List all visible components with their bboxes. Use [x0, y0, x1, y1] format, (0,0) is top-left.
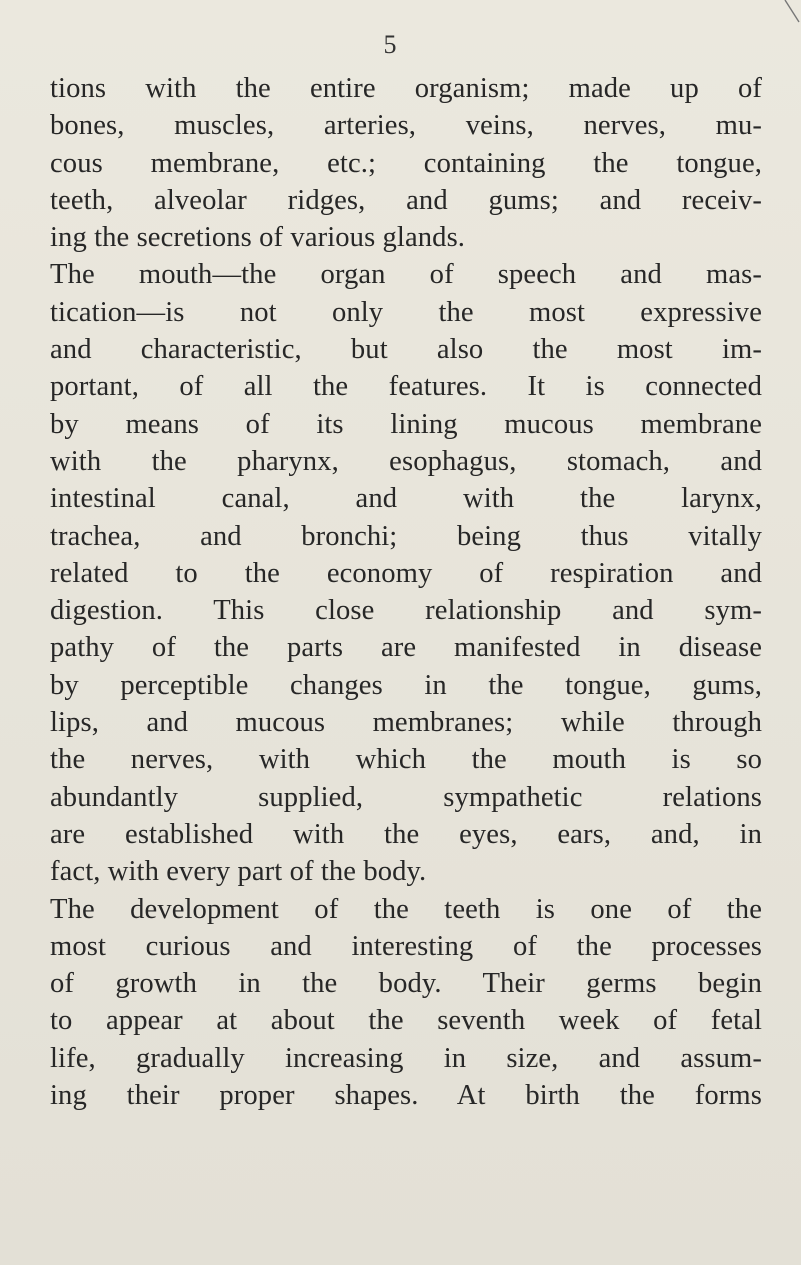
text-line: of growth in the body. Their germs begin [50, 968, 762, 1000]
text-line: ing the secretions of various glands. [50, 222, 466, 254]
text-line: and characteristic, but also the most im- [50, 334, 762, 366]
text-line: fact, with every part of the body. [50, 856, 427, 888]
text-line: are established with the eyes, ears, and, in [50, 818, 762, 850]
text-line: most curious and interesting of the processes [50, 930, 762, 962]
text-line: abundantly supplied, sympathetic relations [50, 781, 762, 813]
text-line: to appear at about the seventh week of fetal [50, 1005, 762, 1037]
text-line: tions with the entire organism; made up of [50, 73, 762, 104]
text-line: bones, muscles, arteries, veins, nerves, mu- [50, 110, 762, 142]
text-line: intestinal canal, and with the larynx, [50, 483, 762, 515]
text-line: life, gradually increasing in size, and assum- [50, 1042, 762, 1074]
text-line: digestion. This close relationship and sym- [50, 595, 762, 627]
text-line: teeth, alveolar ridges, and gums; and receiv- [50, 184, 762, 216]
text-line: with the pharynx, esophagus, stomach, and [50, 445, 762, 477]
text-line: related to the economy of respiration and [50, 557, 762, 589]
text-line: The development of the teeth is one of the [50, 893, 762, 925]
text-line: by perceptible changes in the tongue, gums, [50, 669, 762, 701]
text-line: The mouth—the organ of speech and mas- [50, 259, 762, 291]
text-line: ing their proper shapes. At birth the forms [50, 1080, 762, 1112]
text-line: pathy of the parts are manifested in disease [50, 632, 762, 664]
page-number: 5 [383, 30, 397, 59]
text-line: cous membrane, etc.; containing the tongue, [50, 147, 762, 179]
text-line: tication—is not only the most expressive [50, 296, 762, 328]
text-line: by means of its lining mucous membrane [50, 408, 762, 440]
text-line: portant, of all the features. It is connected [50, 371, 762, 403]
text-line: lips, and mucous membranes; while through [50, 707, 762, 739]
corner-scratch-mark [781, 0, 801, 24]
text-line: the nerves, with which the mouth is so [50, 744, 762, 776]
text-line: trachea, and bronchi; being thus vitally [50, 520, 762, 552]
body-text [50, 70, 762, 1114]
